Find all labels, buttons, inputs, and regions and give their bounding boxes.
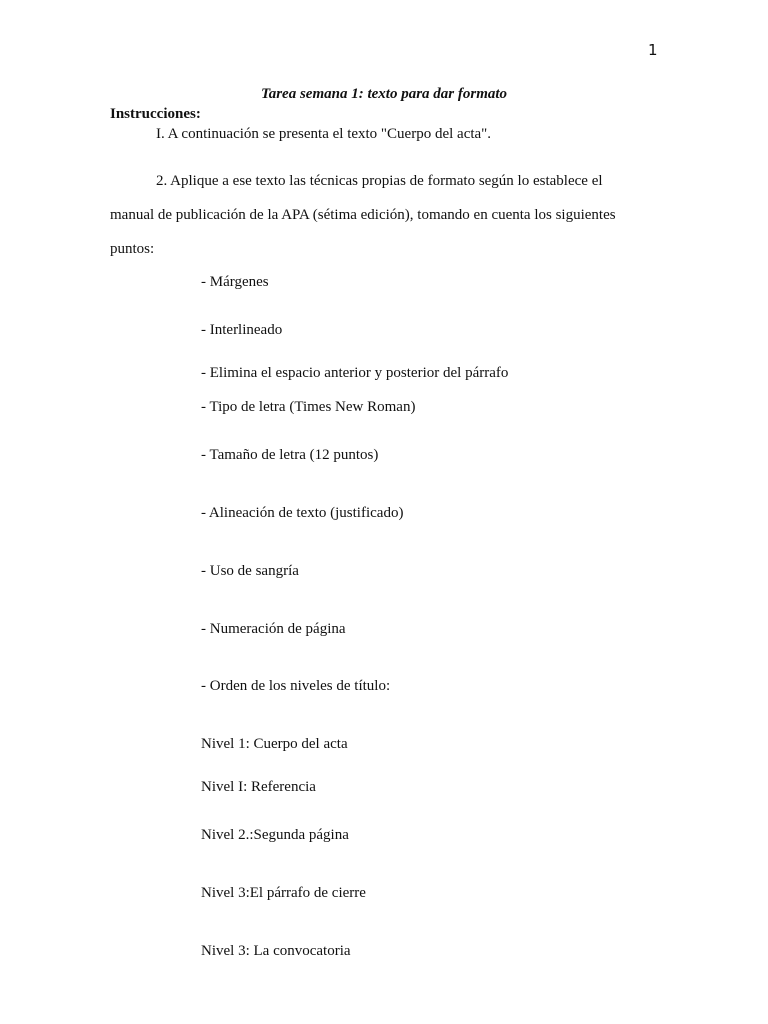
bullet-espacio-parrafo: - Elimina el espacio anterior y posterior del párrafo	[201, 365, 509, 381]
bullet-sangria: - Uso de sangría	[201, 563, 299, 579]
instructions-heading: Instrucciones:	[110, 106, 201, 122]
bullet-margenes: - Márgenes	[201, 274, 269, 290]
bullet-tamano-letra: - Tamaño de letra (12 puntos)	[201, 447, 379, 463]
level-2-segunda: Nivel 2.:Segunda página	[201, 827, 349, 843]
instruction-item-1: I. A continuación se presenta el texto "Cuerpo del acta".	[156, 126, 492, 142]
bullet-alineacion: - Alineación de texto (justificado)	[201, 505, 404, 521]
bullet-niveles-titulo: - Orden de los niveles de título:	[201, 678, 391, 694]
page-number: 1	[648, 41, 658, 59]
document-title: Tarea semana 1: texto para dar formato	[260, 86, 508, 102]
level-3-convocatoria: Nivel 3: La convocatoria	[201, 943, 351, 959]
level-i-referencia: Nivel I: Referencia	[201, 779, 316, 795]
bullet-numeracion: - Numeración de página	[201, 621, 346, 637]
level-3-cierre: Nivel 3:El párrafo de cierre	[201, 885, 366, 901]
instruction-item-2-line-3: puntos:	[110, 241, 155, 257]
instruction-item-2-line-2: manual de publicación de la APA (sétima edición), tomando en cuenta los siguientes	[110, 207, 616, 223]
level-1-cuerpo: Nivel 1: Cuerpo del acta	[201, 736, 348, 752]
instruction-item-2-line-1: 2. Aplique a ese texto las técnicas propias de formato según lo establece el	[156, 173, 603, 189]
bullet-tipo-letra: - Tipo de letra (Times New Roman)	[201, 399, 416, 415]
bullet-interlineado: - Interlineado	[201, 322, 283, 338]
